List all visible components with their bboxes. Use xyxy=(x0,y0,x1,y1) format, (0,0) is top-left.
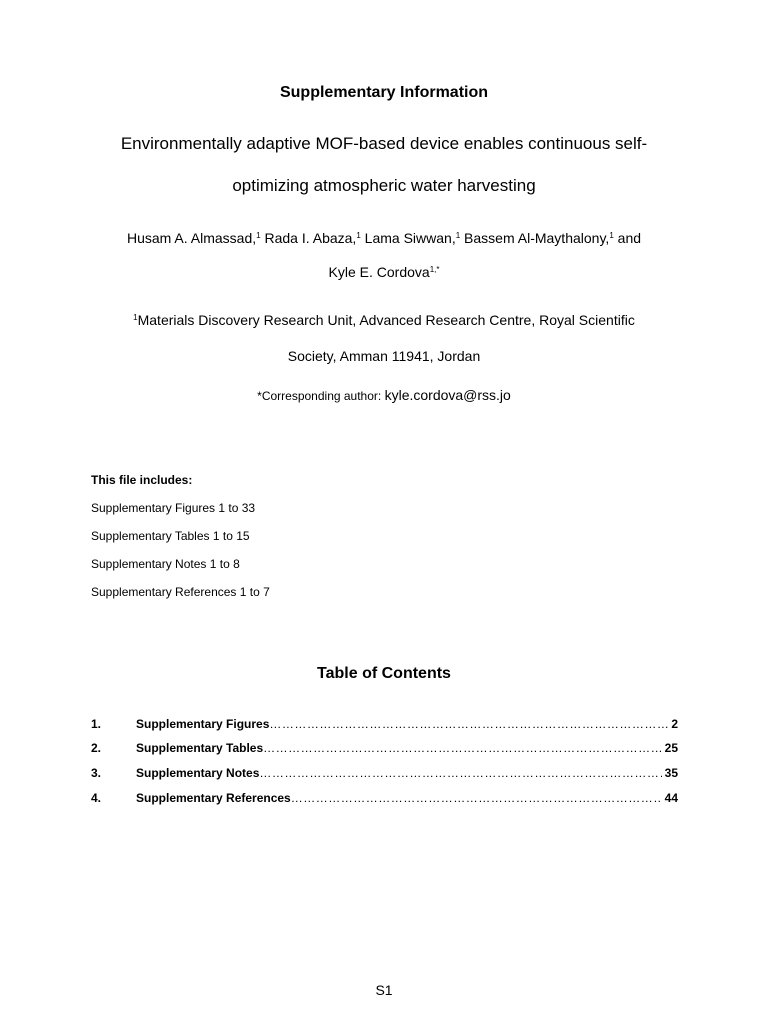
page-number: S1 xyxy=(375,982,393,998)
author-name: Husam A. Almassad, xyxy=(126,230,257,246)
toc-entry[interactable] xyxy=(91,741,678,759)
author-affiliation-mark: 1 xyxy=(609,231,614,240)
toc-leader-dots xyxy=(291,791,662,805)
paper-title-line-2: optimizing atmospheric water harvesting xyxy=(232,176,536,195)
toc-entry-label: Supplementary Figures xyxy=(136,717,270,731)
toc-entry-label: Supplementary Tables xyxy=(136,741,264,755)
author-name: Bassem Al-Maythalony, xyxy=(460,230,610,246)
toc-leader-dots xyxy=(259,766,661,780)
toc-entry-line xyxy=(136,717,678,731)
includes-item: Supplementary Figures 1 to 33 xyxy=(91,501,256,515)
author-conjunction: and xyxy=(613,230,642,246)
toc-entry-page: 25 xyxy=(664,741,678,755)
affiliation-line-2: Society, Amman 11941, Jordan xyxy=(287,348,481,364)
affiliation-text: Materials Discovery Research Unit, Advanced Research Centre, Royal Scientific xyxy=(137,312,635,328)
includes-item: Supplementary Tables 1 to 15 xyxy=(91,529,250,543)
toc-entry-label: Supplementary Notes xyxy=(136,766,260,780)
toc-entry-number: 3. xyxy=(91,766,102,780)
toc-entry-number: 4. xyxy=(91,791,102,805)
corresponding-author xyxy=(0,387,768,403)
authors-line-1 xyxy=(0,230,768,246)
includes-item: Supplementary References 1 to 7 xyxy=(91,585,270,599)
author-name: Kyle E. Cordova xyxy=(328,264,430,280)
toc-entry-line xyxy=(136,741,678,755)
toc-entry-number: 2. xyxy=(91,741,102,755)
author-affiliation-mark: 1 xyxy=(256,231,261,240)
toc-entry-page: 44 xyxy=(664,791,678,805)
corresponding-email-link[interactable]: kyle.cordova@rss.jo xyxy=(384,387,511,403)
toc-entry-label: Supplementary References xyxy=(136,791,291,805)
toc-leader-dots xyxy=(269,717,668,731)
affiliation-line-1 xyxy=(0,312,768,328)
affiliation-mark: 1 xyxy=(133,313,138,322)
toc-entry[interactable] xyxy=(91,717,678,735)
document-heading: Supplementary Information xyxy=(279,84,489,101)
paper-title-line-1: Environmentally adaptive MOF-based device enables continuous self- xyxy=(120,134,648,153)
author-affiliation-mark: 1 xyxy=(455,231,461,240)
toc-entry-page: 35 xyxy=(664,766,678,780)
toc-entry-line xyxy=(136,766,678,780)
toc-entry-page: 2 xyxy=(671,717,678,731)
author-name: Rada I. Abaza, xyxy=(260,230,357,246)
toc-entry-line xyxy=(136,791,678,805)
toc-entry-number: 1. xyxy=(91,717,102,731)
toc-leader-dots xyxy=(263,741,661,755)
author-affiliation-mark: 1 xyxy=(356,231,361,240)
corresponding-label: *Corresponding author: xyxy=(257,389,385,403)
author-affiliation-mark: 1,* xyxy=(429,265,440,274)
toc-heading: Table of Contents xyxy=(317,665,451,682)
authors-line-2 xyxy=(0,264,768,280)
author-name: Lama Siwwan, xyxy=(360,230,456,246)
toc-entry[interactable] xyxy=(91,791,678,809)
toc-entry[interactable] xyxy=(91,766,678,784)
includes-item: Supplementary Notes 1 to 8 xyxy=(91,557,240,571)
includes-heading: This file includes: xyxy=(91,473,193,487)
